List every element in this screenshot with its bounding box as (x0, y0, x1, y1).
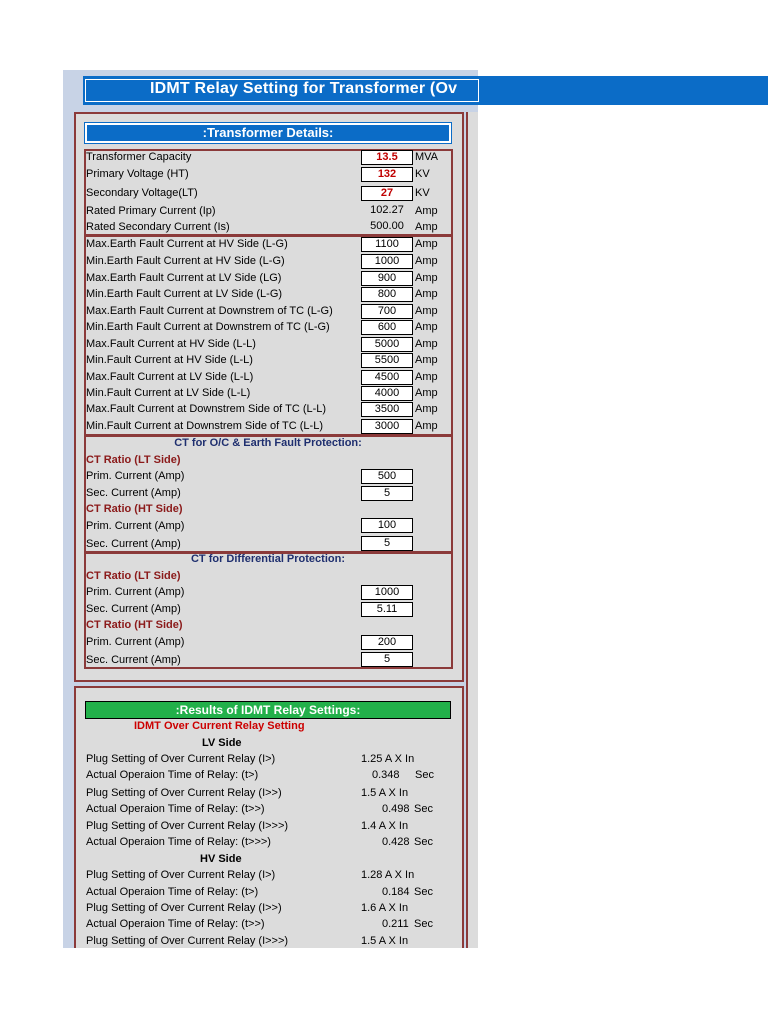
fault-unit: Amp (415, 403, 438, 415)
fault-input[interactable]: 1100 (361, 237, 413, 252)
detail-unit: KV (415, 187, 430, 199)
ct-oc-ht-prim-input[interactable]: 100 (361, 518, 413, 533)
fault-label: Min.Earth Fault Current at LV Side (L-G) (86, 288, 283, 300)
result-label: Actual Operaion Time of Relay: (t>) (86, 886, 259, 898)
fault-input[interactable]: 5000 (361, 337, 413, 352)
fault-unit: Amp (415, 288, 438, 300)
result-value: 1.4 A X In (361, 820, 409, 832)
fault-input[interactable]: 3000 (361, 419, 413, 434)
ct-oc-lt-prim-input[interactable]: 500 (361, 469, 413, 484)
fault-unit: Amp (415, 371, 438, 383)
fault-input[interactable]: 4000 (361, 386, 413, 401)
fault-unit: Amp (415, 255, 438, 267)
side-column (466, 112, 478, 948)
fault-input[interactable]: 900 (361, 271, 413, 286)
fault-label: Min.Fault Current at HV Side (L-L) (86, 354, 253, 366)
result-label: Plug Setting of Over Current Relay (I>>) (86, 787, 282, 799)
fault-unit: Amp (415, 387, 438, 399)
fault-input[interactable]: 5500 (361, 353, 413, 368)
fault-input[interactable]: 800 (361, 287, 413, 302)
result-label: Actual Operaion Time of Relay: (t>>) (86, 803, 265, 815)
ct-diff-ht-sec-input[interactable]: 5 (361, 652, 413, 667)
result-unit: Sec (414, 918, 433, 930)
fault-input[interactable]: 700 (361, 304, 413, 319)
rated-secondary-current: 500.00 (370, 220, 404, 232)
result-value: 1.25 A X In (361, 753, 415, 765)
lv-side-title: LV Side (202, 737, 242, 749)
fault-unit: Amp (415, 420, 438, 432)
ct-diff-title: CT for Differential Protection: (190, 553, 345, 565)
ct-label: Sec. Current (Amp) (86, 603, 181, 615)
fault-label: Min.Earth Fault Current at Downstrem of TC (L-G) (86, 321, 330, 333)
fault-unit: Amp (415, 338, 438, 350)
detail-label: Secondary Voltage(LT) (86, 187, 198, 199)
fault-unit: Amp (415, 272, 438, 284)
ct-label: Sec. Current (Amp) (86, 538, 181, 550)
detail-unit: MVA (415, 151, 439, 163)
fault-label: Min.Earth Fault Current at HV Side (L-G) (86, 255, 285, 267)
ct-diff-lt-sec-input[interactable]: 5.11 (361, 602, 413, 617)
result-value: 0.211 (382, 918, 409, 930)
ct-label: Prim. Current (Amp) (86, 470, 185, 482)
fault-label: Max.Earth Fault Current at HV Side (L-G) (86, 238, 288, 250)
results-header: :Results of IDMT Relay Settings: (85, 701, 451, 719)
fault-unit: Amp (415, 238, 438, 250)
transformer-details-header: :Transformer Details: (85, 123, 451, 143)
result-unit: Sec (414, 803, 433, 815)
result-value: 1.5 A X In (361, 935, 409, 947)
result-unit: Sec (414, 836, 433, 848)
ct-diff-ht-label: CT Ratio (HT Side) (86, 619, 183, 631)
ct-label: Sec. Current (Amp) (86, 487, 181, 499)
result-value: 0.348 (372, 769, 400, 781)
fault-input[interactable]: 600 (361, 320, 413, 335)
result-unit: Sec (415, 769, 434, 781)
detail-unit: Amp (415, 221, 438, 233)
ct-label: Sec. Current (Amp) (86, 654, 181, 666)
fault-unit: Amp (415, 321, 438, 333)
result-label: Actual Operaion Time of Relay: (t>>>) (86, 836, 271, 848)
result-label: Actual Operaion Time of Relay: (t>>) (86, 918, 265, 930)
fault-input[interactable]: 3500 (361, 402, 413, 417)
fault-label: Max.Fault Current at HV Side (L-L) (86, 338, 256, 350)
ct-diff-ht-prim-input[interactable]: 200 (361, 635, 413, 650)
primary-voltage-input[interactable]: 132 (361, 167, 413, 182)
fault-label: Max.Earth Fault Current at LV Side (LG) (86, 272, 282, 284)
ct-label: Prim. Current (Amp) (86, 586, 185, 598)
detail-unit: KV (415, 168, 430, 180)
page-title: IDMT Relay Setting for Transformer (Ov (150, 80, 458, 97)
fault-label: Min.Fault Current at Downstrem Side of TC (L-L) (86, 420, 323, 432)
detail-label: Rated Secondary Current (Is) (86, 221, 230, 233)
rated-primary-current: 102.27 (370, 204, 404, 216)
fault-unit: Amp (415, 354, 438, 366)
result-value: 1.6 A X In (361, 902, 409, 914)
result-label: Plug Setting of Over Current Relay (I>) (86, 869, 276, 881)
ct-diff-lt-label: CT Ratio (LT Side) (86, 570, 181, 582)
ct-oc-ht-sec-input[interactable]: 5 (361, 536, 413, 551)
ct-oc-lt-label: CT Ratio (LT Side) (86, 454, 181, 466)
result-value: 0.184 (382, 886, 410, 898)
ct-oc-title: CT for O/C & Earth Fault Protection: (174, 437, 362, 449)
fault-input[interactable]: 1000 (361, 254, 413, 269)
result-label: Plug Setting of Over Current Relay (I>>>) (86, 820, 289, 832)
ct-label: Prim. Current (Amp) (86, 636, 185, 648)
fault-label: Max.Fault Current at Downstrem Side of TC (L-L) (86, 403, 327, 415)
result-unit: Sec (414, 886, 433, 898)
fault-input[interactable]: 4500 (361, 370, 413, 385)
fault-unit: Amp (415, 305, 438, 317)
results-subtitle: IDMT Over Current Relay Setting (134, 720, 305, 732)
fault-label: Max.Earth Fault Current at Downstrem of TC (L-G) (86, 305, 333, 317)
fault-label: Max.Fault Current at LV Side (L-L) (86, 371, 254, 383)
ct-label: Prim. Current (Amp) (86, 520, 185, 532)
result-label: Plug Setting of Over Current Relay (I>) (86, 753, 276, 765)
result-label: Actual Operaion Time of Relay: (t>) (86, 769, 259, 781)
result-value: 1.28 A X In (361, 869, 415, 881)
result-label: Plug Setting of Over Current Relay (I>>>) (86, 935, 289, 947)
detail-label: Rated Primary Current (Ip) (86, 205, 216, 217)
result-label: Plug Setting of Over Current Relay (I>>) (86, 902, 282, 914)
ct-oc-ht-label: CT Ratio (HT Side) (86, 503, 183, 515)
ct-oc-lt-sec-input[interactable]: 5 (361, 486, 413, 501)
detail-label: Primary Voltage (HT) (86, 168, 189, 180)
result-value: 0.498 (382, 803, 410, 815)
result-value: 1.5 A X In (361, 787, 409, 799)
capacity-input[interactable]: 13.5 (361, 150, 413, 165)
result-value: 0.428 (382, 836, 410, 848)
ct-diff-lt-prim-input[interactable]: 1000 (361, 585, 413, 600)
hv-side-title: HV Side (200, 853, 242, 865)
detail-unit: Amp (415, 205, 438, 217)
fault-label: Min.Fault Current at LV Side (L-L) (86, 387, 251, 399)
detail-label: Transformer Capacity (86, 151, 192, 163)
secondary-voltage-input[interactable]: 27 (361, 186, 413, 201)
